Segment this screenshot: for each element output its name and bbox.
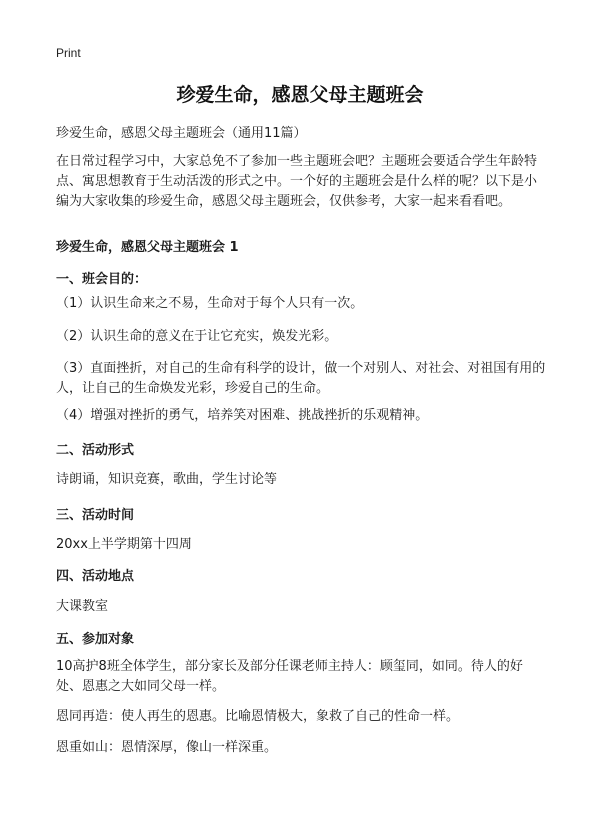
heading-goals: 一、班会目的： <box>56 272 148 287</box>
heading-time: 三、活动时间 <box>56 508 135 523</box>
idiom-paragraph: 恩同再造：使人再生的恩惠。比喻恩情极大，象救了自己的性命一样。 <box>56 709 460 724</box>
intro-paragraph: 在日常过程学习中，大家总免不了参加一些主题班会吧？主题班会要适合学生年龄特点、寓思想教育于生动活泼的形式之中。一个好的主题班会是什么样的呢？以下是小编为大家收集的珍爱生命，感恩父母主题班会，仅供参考，大家一起来看看吧。 <box>56 154 538 209</box>
heading-place: 四、活动地点 <box>56 569 135 584</box>
section-title: 珍爱生命，感恩父母主题班会 1 <box>56 240 239 255</box>
heading-form: 二、活动形式 <box>56 443 135 458</box>
page-title: 珍爱生命，感恩父母主题班会 <box>176 84 424 106</box>
activity-place: 大课教室 <box>56 599 109 614</box>
heading-participants: 五、参加对象 <box>56 632 135 647</box>
goal-item: （2）认识生命的意义在于让它充实，焕发光彩。 <box>56 329 338 344</box>
activity-form: 诗朗诵，知识竞赛，歌曲，学生讨论等 <box>56 472 278 487</box>
idiom-paragraph: 恩重如山：恩情深厚，像山一样深重。 <box>56 740 278 755</box>
participants-paragraph: 10高护8班全体学生，部分家长及部分任课老师主持人：顾玺同，如同。待人的好处、恩惠之大如同父母一样。 <box>56 659 523 694</box>
goal-item: （3）直面挫折，对自己的生命有科学的设计，做一个对别人、对社会、对祖国有用的人，让自己的生命焕发光彩，珍爱自己的生命。 <box>56 361 546 396</box>
subtitle: 珍爱生命，感恩父母主题班会（通用11篇） <box>56 126 307 141</box>
goal-item: （4）增强对挫折的勇气，培养笑对困难、挑战挫折的乐观精神。 <box>56 408 429 423</box>
activity-time: 20xx上半学期第十四周 <box>56 537 192 552</box>
goal-item: （1）认识生命来之不易，生命对于每个人只有一次。 <box>56 296 364 311</box>
print-label: Print <box>56 46 81 60</box>
